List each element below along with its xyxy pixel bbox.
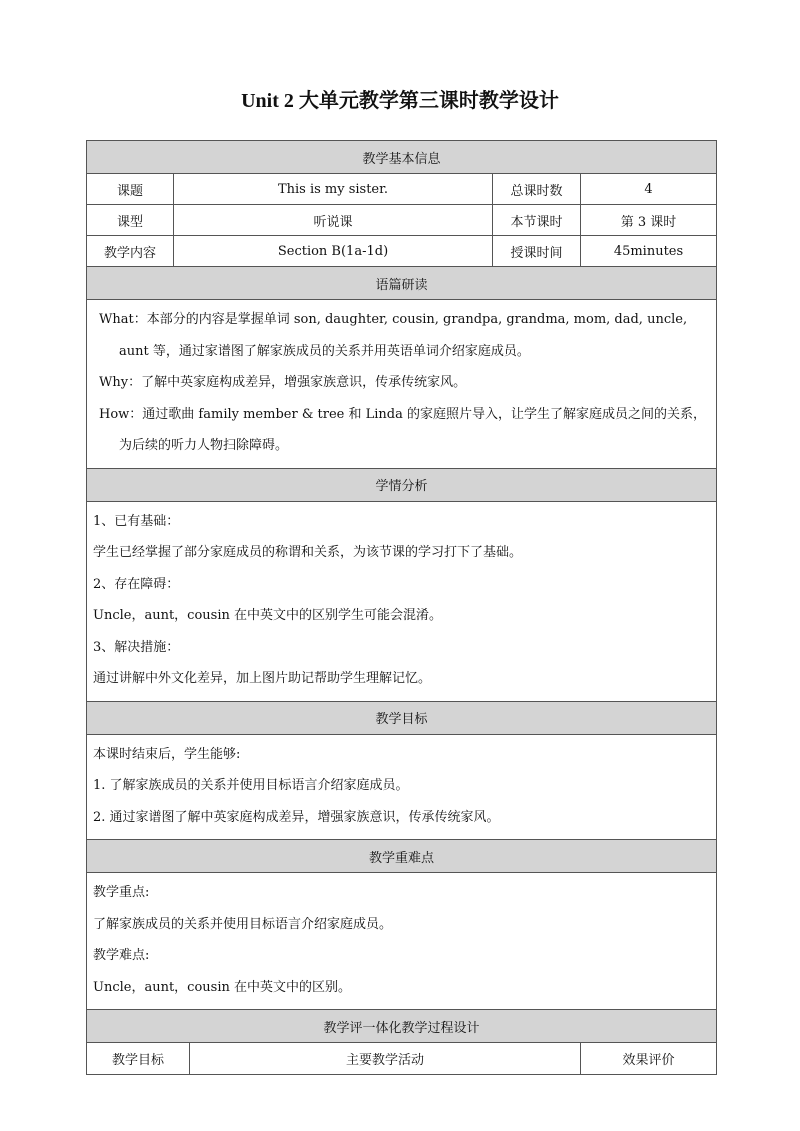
- info-key: 课型: [87, 205, 174, 236]
- section-header-process-design: 教学评一体化教学过程设计: [87, 1010, 717, 1043]
- body-line: Uncle，aunt，cousin 在中英文中的区别。: [93, 979, 351, 995]
- section-header-key-points: 教学重难点: [87, 840, 717, 873]
- body-line: Uncle，aunt，cousin 在中英文中的区别学生可能会混淆。: [93, 608, 442, 623]
- section-header-learner-analysis: 学情分析: [87, 468, 717, 501]
- column-header-goal: 教学目标: [87, 1043, 190, 1075]
- info-row: [87, 236, 717, 267]
- process-column-headers: [87, 1043, 717, 1075]
- body-line: 2. 通过家谱图了解中英家庭构成差异，增强家族意识，传承传统家风。: [93, 809, 500, 825]
- info-row: [87, 205, 717, 236]
- body-line: 教学难点:: [93, 948, 150, 963]
- what-paragraph: What：本部分的内容是掌握单词 son, daughter, cousin, grandpa, grandma, mom, dad, uncle, aunt 等，通过家谱图了解家族成员的关系并用英语单词介绍家庭成员。: [99, 312, 688, 359]
- info-key: 授课时间: [493, 236, 581, 267]
- column-header-activities: 主要教学活动: [190, 1043, 581, 1075]
- info-row: [87, 174, 717, 205]
- info-key: 总课时数: [493, 174, 581, 205]
- body-line: 1、已有基础：: [93, 513, 180, 529]
- body-line: 通过讲解中外文化差异，加上图片助记帮助学生理解记忆。: [93, 671, 432, 686]
- teaching-goals-body: [87, 734, 717, 840]
- learner-analysis-body: [87, 501, 717, 701]
- body-line: 本课时结束后，学生能够:: [93, 746, 241, 762]
- section-header-text-study: 语篇研读: [87, 267, 717, 300]
- info-key: 本节课时: [493, 205, 581, 236]
- body-line: 3、解决措施：: [93, 639, 180, 655]
- info-value: 45minutes: [581, 236, 717, 267]
- body-line: 1. 了解家族成员的关系并使用目标语言介绍家庭成员。: [93, 778, 409, 793]
- lesson-plan-table: [86, 140, 717, 1075]
- info-value: 听说课: [174, 205, 493, 236]
- text-study-body: [87, 300, 717, 469]
- why-paragraph: Why：了解中英家庭构成差异，增强家族意识，传承传统家风。: [99, 375, 467, 390]
- body-line: 教学重点:: [93, 885, 150, 900]
- info-value: 4: [581, 174, 717, 205]
- section-header-basic-info: 教学基本信息: [87, 141, 717, 174]
- info-key: 课题: [87, 174, 174, 205]
- info-value: This is my sister.: [174, 174, 493, 205]
- how-paragraph: How：通过歌曲 family member & tree 和 Linda 的家庭照片导入，让学生了解家庭成员之间的关系，为后续的听力人物扫除障碍。: [99, 406, 706, 453]
- section-header-teaching-goals: 教学目标: [87, 701, 717, 734]
- info-value: 第 3 课时: [581, 205, 717, 236]
- key-points-body: [87, 873, 717, 1010]
- body-line: 了解家族成员的关系并使用目标语言介绍家庭成员。: [93, 916, 393, 932]
- info-value: Section B(1a-1d): [174, 236, 493, 267]
- body-line: 学生已经掌握了部分家庭成员的称谓和关系，为该节课的学习打下了基础。: [93, 545, 523, 560]
- column-header-evaluation: 效果评价: [581, 1043, 717, 1075]
- body-line: 2、存在障碍：: [93, 576, 180, 592]
- info-key: 教学内容: [87, 236, 174, 267]
- document-title: Unit 2 大单元教学第三课时教学设计: [241, 90, 559, 112]
